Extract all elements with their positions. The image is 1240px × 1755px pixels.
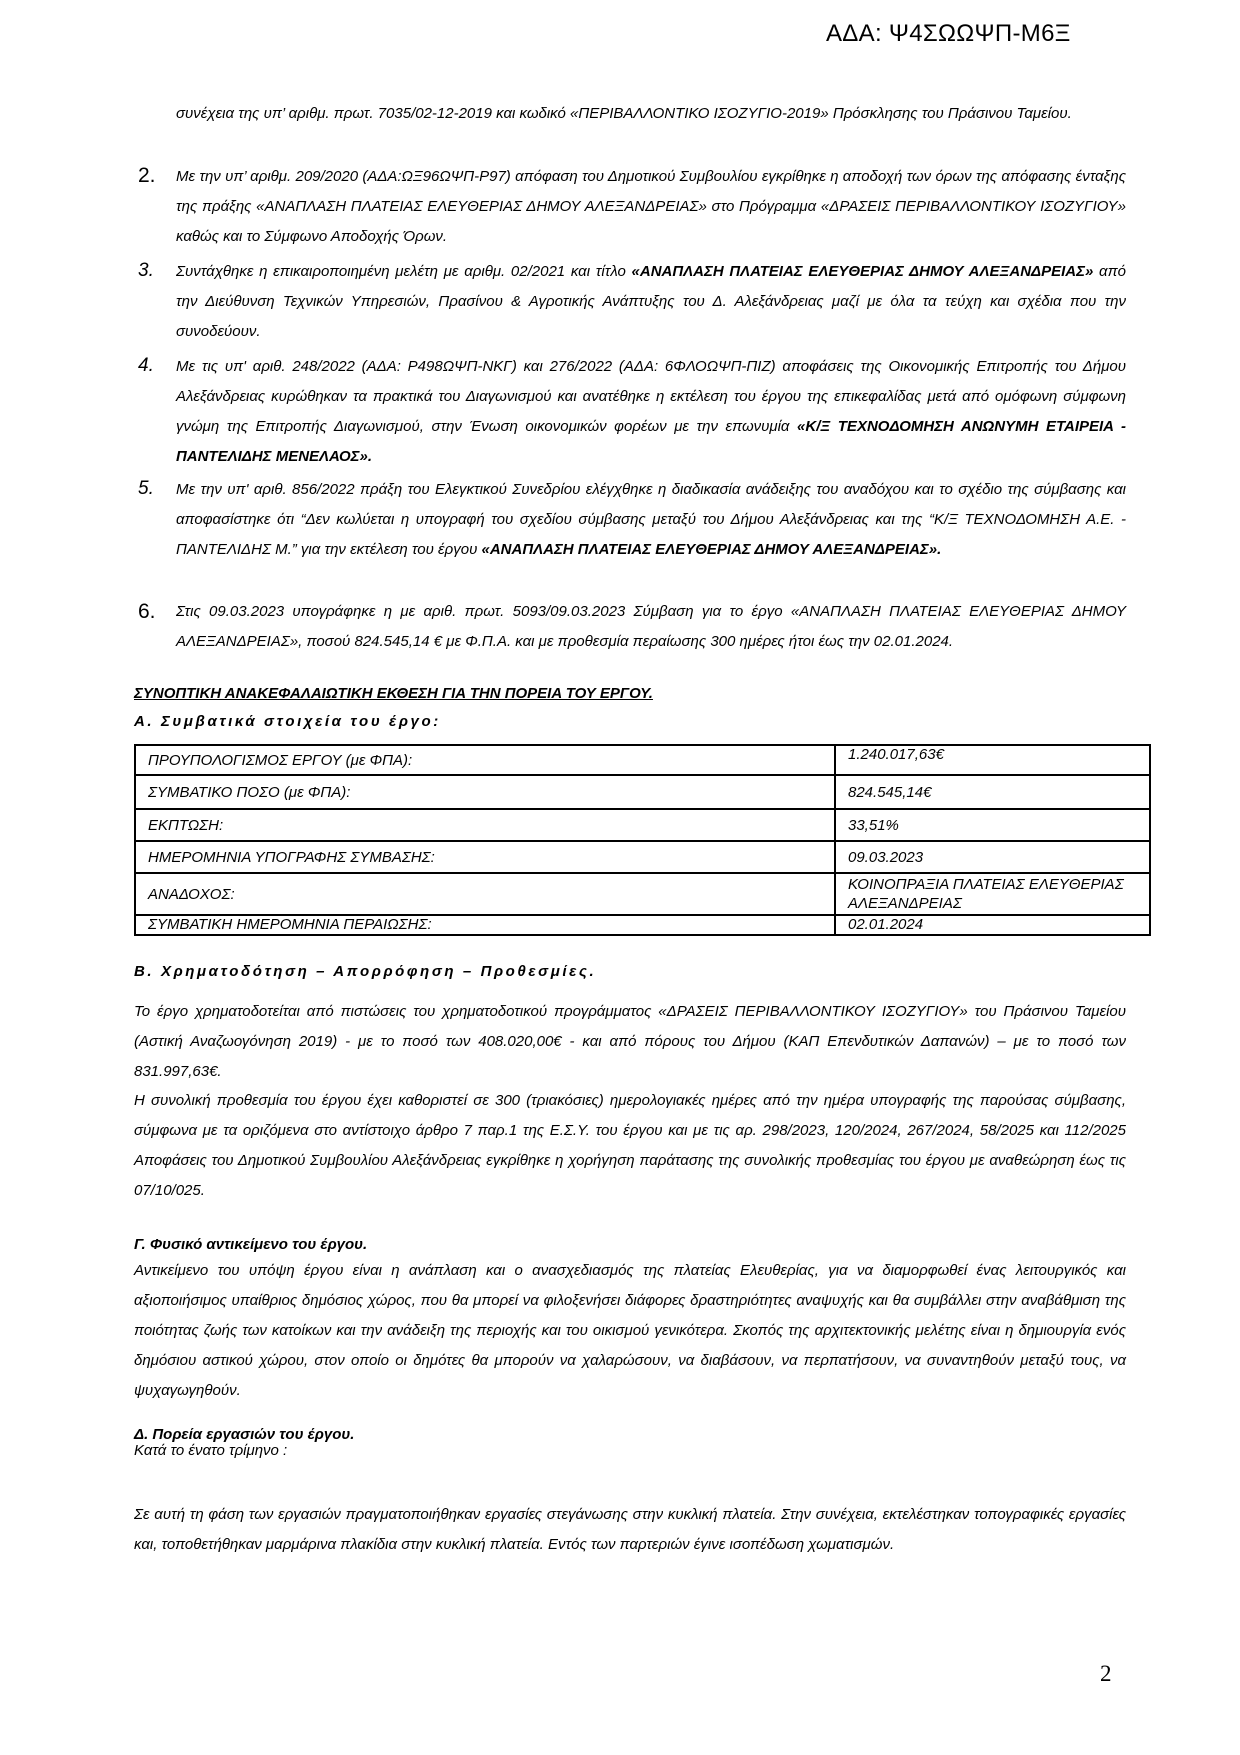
ada-code: ΑΔΑ: Ψ4ΣΩΩΨΠ-Μ6Ξ bbox=[826, 20, 1071, 47]
table-value-cell: 33,51% bbox=[835, 809, 1150, 841]
table-value-cell: 02.01.2024 bbox=[835, 915, 1150, 935]
summary-title: ΣΥΝΟΠΤΙΚΗ ΑΝΑΚΕΦΑΛΑΙΩΤΙΚΗ ΕΚΘΕΣΗ ΓΙΑ ΤΗΝ ΠΟΡΕΙΑ ΤΟΥ ΕΡΓΟΥ. bbox=[134, 685, 653, 702]
item-6-text: Στις 09.03.2023 υπογράφηκε η με αριθ. πρωτ. 5093/09.03.2023 Σύμβαση για το έργο «ΑΝΑΠΛΑΣΗ ΠΛΑΤΕΙΑΣ ΕΛΕΥΘΕΡΙΑΣ ΔΗΜΟΥ ΑΛΕΞΑΝΔΡΕΙΑΣ», ποσού 824.545,14 € με Φ.Π.Α. και με προθεσμία περαίωσης 300 ημέρες ήτοι έως την 02.01.2024. bbox=[176, 603, 1126, 650]
section-b-heading: Β. Χρηματοδότηση – Απορρόφηση – Προθεσμίες. bbox=[134, 963, 597, 980]
table-label-cell: ΑΝΑΔΟΧΟΣ: bbox=[135, 873, 835, 915]
section-b-paragraph-2: Η συνολική προθεσμία του έργου έχει καθοριστεί σε 300 (τριακόσιες) ημερολογιακές ημέρες από την ημέρα υπογραφής της παρούσας σύμβασης, σύμφωνα με τα οριζόμενα στο αντίστοιχο άρθρο 7 παρ.1 της Ε.Σ.Υ. του έργου και με τις αρ. 298/2023, 120/2024, 267/2024, 58/2025 και 112/2025 Αποφάσεις του Δημοτικού Συμβουλίου Αλεξάνδρειας εγκρίθηκε η χορήγηση παράτασης της συνολικής προθεσμίας του έργου με αναθεώρηση έως τις 07/10/025. bbox=[134, 1092, 1126, 1199]
item-number-2: 2. bbox=[138, 164, 156, 187]
item-4-contractor: «Κ/Ξ ΤΕΧΝΟΔΟΜΗΣΗ ΑΝΩΝΥΜΗ ΕΤΑΙΡΕΙΑ - ΠΑΝΤΕΛΙΔΗΣ ΜΕΝΕΛΑΟΣ». bbox=[176, 418, 1126, 465]
table-row bbox=[135, 775, 1150, 809]
table-value-cell: 824.545,14€ bbox=[835, 775, 1150, 809]
section-d-subheading: Κατά το ένατο τρίμηνο : bbox=[134, 1442, 288, 1459]
item-3-text bbox=[176, 257, 1126, 347]
table-value-cell: 1.240.017,63€ bbox=[835, 745, 1150, 775]
item-5-text bbox=[176, 475, 1126, 565]
item-number-6: 6. bbox=[138, 600, 156, 623]
contract-info-table bbox=[134, 744, 1151, 936]
item-number-4: 4. bbox=[138, 355, 154, 376]
item-number-5: 5. bbox=[138, 478, 154, 499]
table-label-cell: ΠΡΟΥΠΟΛΟΓΙΣΜΟΣ ΕΡΓΟΥ (με ΦΠΑ): bbox=[135, 745, 835, 775]
item-4-text-a: Με τις υπ' αριθ. 248/2022 (ΑΔΑ: Ρ498ΩΨΠ-ΝΚΓ) και 276/2022 (ΑΔΑ: 6ΦΛΟΩΨΠ-ΠΙΖ) αποφάσεις της Οικονομικής Επιτροπής του Δήμου Αλεξάνδρειας κυρώθηκαν τα πρακτικά του Διαγωνισμού και ανατέθηκε η εκτέλεση του έργου της επικεφαλίδας μετά από ομόφωνη σύμφωνη γνώμη της Επιτροπής Διαγωνισμού, στην Ένωση οικονομικών φορέων με την επωνυμία bbox=[176, 358, 1126, 435]
item-5-project-title: «ΑΝΑΠΛΑΣΗ ΠΛΑΤΕΙΑΣ ΕΛΕΥΘΕΡΙΑΣ ΔΗΜΟΥ ΑΛΕΞΑΝΔΡΕΙΑΣ». bbox=[481, 541, 942, 558]
table-label-cell: ΗΜΕΡΟΜΗΝΙΑ ΥΠΟΓΡΑΦΗΣ ΣΥΜΒΑΣΗΣ: bbox=[135, 841, 835, 873]
table-label-cell: ΣΥΜΒΑΤΙΚΟ ΠΟΣΟ (με ΦΠΑ): bbox=[135, 775, 835, 809]
section-c-heading: Γ. Φυσικό αντικείμενο του έργου. bbox=[134, 1236, 368, 1253]
table-row bbox=[135, 841, 1150, 873]
page-number: 2 bbox=[1100, 1661, 1112, 1686]
item-4-text bbox=[176, 352, 1126, 472]
table-row bbox=[135, 745, 1150, 775]
item-number-3: 3. bbox=[138, 260, 154, 281]
section-d-heading: Δ. Πορεία εργασιών του έργου. bbox=[134, 1426, 355, 1443]
section-c-paragraph: Αντικείμενο του υπόψη έργου είναι η ανάπλαση και ο ανασχεδιασμός της πλατείας Ελευθερίας, για να διαμορφωθεί ένας λειτουργικός και αξιοποιήσιμος υπαίθριος δημόσιος χώρος, που θα μπορεί να φιλοξενήσει διάφορες δραστηριότητες αναψυχής και θα συμβάλλει στην αναβάθμιση της ποιότητας ζωής των κατοίκων και την ανάδειξη της περιοχής και του οικισμού γενικότερα. Σκοπός της αρχιτεκτονικής μελέτης είναι η δημιουργία ενός δημόσιου αστικού χώρου, στον οποίο οι δημότες θα μπορούν να χαλαρώσουν, να διαβάσουν, να περπατήσουν, να συναντηθούν μεταξύ τους, να ψυχαγωγηθούν. bbox=[134, 1262, 1126, 1399]
table-value-cell: ΚΟΙΝΟΠΡΑΞΙΑ ΠΛΑΤΕΙΑΣ ΕΛΕΥΘΕΡΙΑΣ ΑΛΕΞΑΝΔΡΕΙΑΣ bbox=[835, 873, 1150, 915]
intro-paragraph: συνέχεια της υπ’ αριθμ. πρωτ. 7035/02-12-2019 και κωδικό «ΠΕΡΙΒΑΛΛΟΝΤΙΚΟ ΙΣΟΖΥΓΙΟ-2019» Πρόσκλησης του Πράσινου Ταμείου. bbox=[176, 105, 1072, 122]
section-d-paragraph: Σε αυτή τη φάση των εργασιών πραγματοποιήθηκαν εργασίες στεγάνωσης στην κυκλική πλατεία. Στην συνέχεια, εκτελέστηκαν τοπογραφικές εργασίες και, τοποθετήθηκαν μαρμάρινα πλακίδια στην κυκλική πλατεία. Εντός των παρτεριών έγινε ισοπέδωση χωματισμών. bbox=[134, 1506, 1126, 1553]
item-3-text-c: από την Διεύθυνση Τεχνικών Υπηρεσιών, Πρασίνου & Αγροτικής Ανάπτυξης του Δ. Αλεξάνδρειας μαζί με όλα τα τεύχη και σχέδια που την συνοδεύουν. bbox=[176, 263, 1126, 340]
item-5-text-a: Με την υπ' αριθ. 856/2022 πράξη του Ελεγκτικού Συνεδρίου ελέγχθηκε η διαδικασία ανάδειξης του αναδόχου και το σχέδιο της σύμβασης και αποφασίστηκε ότι “Δεν κωλύεται η υπογραφή του σχεδίου σύμβασης μεταξύ του Δήμου Αλεξάνδρειας και της “Κ/Ξ ΤΕΧΝΟΔΟΜΗΣΗ Α.Ε. - ΠΑΝΤΕΛΙΔΗΣ Μ.” για την εκτέλεση του έργου bbox=[176, 481, 1126, 558]
table-label-cell: ΣΥΜΒΑΤΙΚΗ ΗΜΕΡΟΜΗΝΙΑ ΠΕΡΑΙΩΣΗΣ: bbox=[135, 915, 835, 935]
table-label-cell: ΕΚΠΤΩΣΗ: bbox=[135, 809, 835, 841]
table-row bbox=[135, 809, 1150, 841]
item-3-text-a: Συντάχθηκε η επικαιροποιημένη μελέτη με αριθμ. 02/2021 και τίτλο bbox=[176, 263, 632, 280]
section-b-paragraph-1: Το έργο χρηματοδοτείται από πιστώσεις του χρηματοδοτικού προγράμματος «ΔΡΑΣΕΙΣ ΠΕΡΙΒΑΛΛΟΝΤΙΚΟΥ ΙΣΟΖΥΓΙΟΥ» του Πράσινου Ταμείου (Αστική Αναζωογόνηση 2019) - με το ποσό των 408.020,00€ - και από πόρους του Δήμου (ΚΑΠ Επενδυτικών Δαπανών) – με το ποσό των 831.997,63€. bbox=[134, 1003, 1126, 1080]
table-row bbox=[135, 915, 1150, 935]
section-a-heading: Α. Συμβατικά στοιχεία του έργο: bbox=[134, 713, 441, 730]
table-value-cell: 09.03.2023 bbox=[835, 841, 1150, 873]
item-3-project-title: «ΑΝΑΠΛΑΣΗ ΠΛΑΤΕΙΑΣ ΕΛΕΥΘΕΡΙΑΣ ΔΗΜΟΥ ΑΛΕΞΑΝΔΡΕΙΑΣ» bbox=[631, 263, 1094, 280]
item-2-text: Με την υπ’ αριθμ. 209/2020 (ΑΔΑ:ΩΞ96ΩΨΠ-Ρ97) απόφαση του Δημοτικού Συμβουλίου εγκρίθηκε η αποδοχή των όρων της απόφασης ένταξης της πράξης «ΑΝΑΠΛΑΣΗ ΠΛΑΤΕΙΑΣ ΕΛΕΥΘΕΡΙΑΣ ΔΗΜΟΥ ΑΛΕΞΑΝΔΡΕΙΑΣ» στο Πρόγραμμα «ΔΡΑΣΕΙΣ ΠΕΡΙΒΑΛΛΟΝΤΙΚΟΥ ΙΣΟΖΥΓΙΟΥ» καθώς και το Σύμφωνο Αποδοχής Όρων. bbox=[176, 168, 1126, 245]
table-row bbox=[135, 873, 1150, 915]
